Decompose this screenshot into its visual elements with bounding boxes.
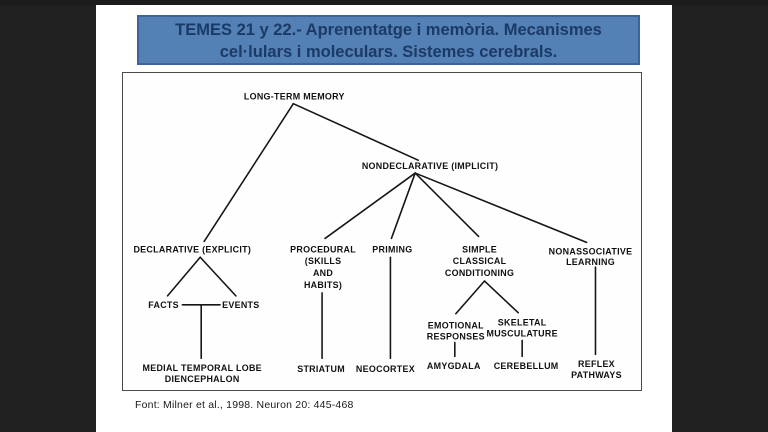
node-reflex-line1: REFLEX (578, 359, 615, 370)
edge-nondeclarative-priming (391, 173, 415, 238)
slide-title-line2: cel·lulars i moleculars. Sistemes cerebrals. (219, 42, 558, 61)
edge-root-nondeclarative (293, 104, 418, 160)
node-simple-line2: CLASSICAL (452, 256, 507, 267)
node-neocortex: NEOCORTEX (355, 364, 416, 375)
slide-title-line1: TEMES 21 y 22.- Aprenentatge i memòria. Mecanismes (175, 21, 602, 39)
node-events: EVENTS (222, 299, 260, 310)
edge-simple-emotional (456, 281, 485, 314)
node-simple-line3: CONDITIONING (444, 268, 515, 279)
node-cerebellum: CEREBELLUM (493, 361, 559, 372)
node-skeletal-line1: SKELETAL (497, 317, 547, 328)
citation-footer: Font: Milner et al., 1998. Neuron 20: 445-468 (135, 399, 354, 411)
edge-nondeclarative-procedural (325, 173, 415, 238)
node-reflex-line2: PATHWAYS (571, 370, 622, 381)
node-medial-line1: MEDIAL TEMPORAL LOBE (142, 363, 262, 374)
node-nondeclarative: NONDECLARATIVE (IMPLICIT) (361, 161, 499, 172)
edge-simple-skeletal (485, 281, 519, 313)
slide (96, 5, 672, 432)
node-procedural-line2: (SKILLS (304, 256, 342, 267)
node-amygdala: AMYGDALA (426, 361, 481, 372)
node-emotional-line2: RESPONSES (426, 331, 485, 342)
node-nonassociative-line1: NONASSOCIATIVE (548, 246, 633, 257)
node-skeletal-line2: MUSCULATURE (486, 328, 558, 339)
node-medial-line2: DIENCEPHALON (164, 374, 240, 385)
slide-title-banner (137, 15, 640, 65)
node-procedural-line4: HABITS) (303, 279, 343, 290)
node-priming: PRIMING (372, 244, 413, 255)
node-striatum: STRIATUM (297, 364, 345, 375)
node-facts: FACTS (148, 299, 179, 310)
node-procedural-line3: AND (312, 268, 334, 279)
edge-nondeclarative-simple (415, 173, 478, 236)
node-long-term-memory: LONG-TERM MEMORY (243, 91, 345, 102)
node-emotional-line1: EMOTIONAL (427, 320, 484, 331)
edge-nondeclarative-nonassociative (415, 173, 586, 242)
node-nonassociative-line2: LEARNING (566, 257, 615, 268)
edge-declarative-events (200, 257, 236, 296)
memory-taxonomy-diagram (123, 73, 641, 390)
node-simple-line1: SIMPLE (462, 244, 498, 255)
diagram-frame (122, 72, 642, 391)
node-declarative: DECLARATIVE (EXPLICIT) (133, 244, 252, 255)
node-procedural-line1: PROCEDURAL (290, 244, 356, 255)
edge-declarative-facts (168, 257, 201, 296)
edge-root-declarative (204, 104, 293, 242)
